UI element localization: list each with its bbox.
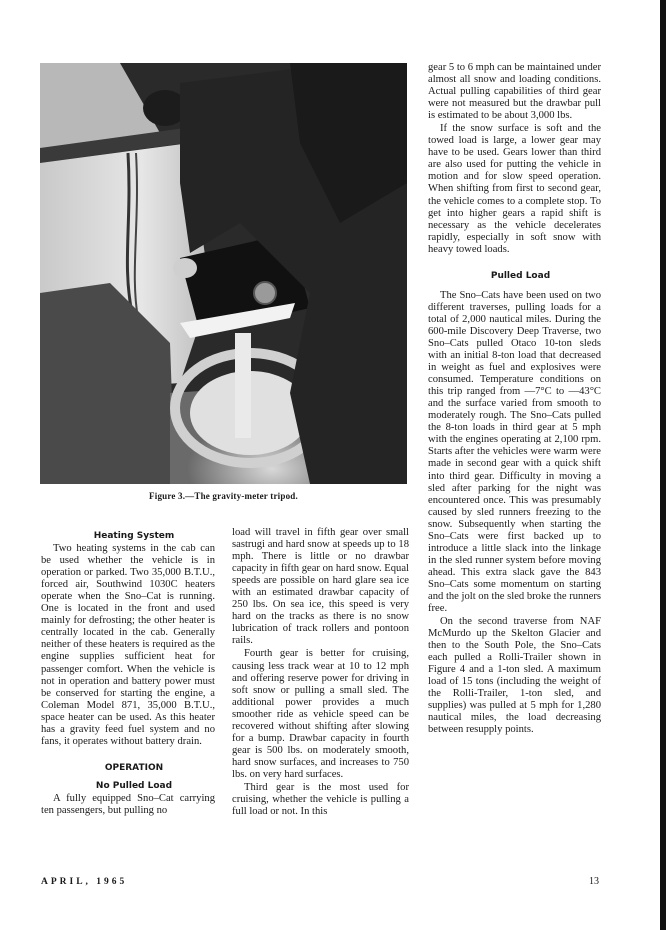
paragraph-no-pulled-load: A fully equipped Sno–Cat carrying ten passengers, but pulling no (41, 792, 215, 816)
paragraph-third-gear: Third gear is the most used for cruising, whether the vehicle is pulling a full load or not. In this (232, 781, 409, 818)
paragraph-fourth-gear: Fourth gear is better for cruising, causing less track wear at 10 to 12 mph and offering reserve power for driving in soft snow or pulling a small sled. The additional power provides a much smoother ride as vehicle speed can be recovered without shifting after slowing for a bump. Drawbar capacity in fourth gear is 500 lbs. on moderately smooth, hard snow surfaces, and increases to 750 lbs. on very hard surfaces. (232, 648, 409, 780)
page-number: 13 (589, 876, 599, 887)
paragraph-lower-gears: If the snow surface is soft and the towed load is large, a lower gear may have to be used. Gears lower than third are also used for putting the vehicle in motion and for slow speed operation. When shifting from first to second gear, the vehicle comes to a complete stop. To get into higher gears a rapid shift is necessary as the vehicle decelerates rapidly, especially in soft snow with heavy towed loads. (428, 123, 601, 255)
paragraph-fifth-gear: load will travel in fifth gear over small sastrugi and hard snow at speeds up to 18 mph. There is little or no drawbar capacity in fifth gear on hard snow. Equal speeds are possible on hard glare sea ice with an estimated drawbar capacity of 250 lbs. On sea ice, this speed is very hard on the tracks as there is no snow lubrication of track rollers and pontoon rails. (232, 527, 409, 647)
heading-heating-system: Heating System (93, 531, 175, 541)
gloved-hand (173, 258, 197, 278)
figure-caption: Figure 3.—The gravity-meter tripod. (149, 491, 298, 501)
heading-operation: OPERATION (104, 762, 164, 773)
page-edge-border (660, 0, 666, 930)
meter-dial (254, 282, 276, 304)
figure-3-photo (40, 63, 407, 484)
photo-illustration (40, 63, 407, 484)
paragraph-third-gear-cont: gear 5 to 6 mph can be maintained under almost all snow and loading conditions. Actual pulling capabilities of third gear were not measured but the drawbar pull is estimated to be about 3,000 lbs. (428, 62, 601, 122)
tripod-post (235, 333, 251, 438)
left-column (41, 527, 215, 817)
issue-date: APRIL, 1965 (41, 877, 128, 887)
heading-no-pulled-load: No Pulled Load (95, 780, 173, 791)
heading-pulled-load: Pulled Load (490, 270, 551, 281)
paragraph-heating: Two heating systems in the cab can be used whether the vehicle is in operation or parked. Two 35,000 B.T.U., forced air, Southwind 1030C heaters operate when the Sno–Cat is running. One is located in the front and used mainly for defrosting; the other heater is centrally located in the cab. Generally neither of these heaters is required as the engine supplies sufficient heat for passenger comfort. When the vehicle is not in operation and battery power must be conserved for starting the engine, a Coleman Model 871, 35,000 B.T.U., space heater can be used. As this heater has a gravity feed fuel system and no fans, it operates without battery drain. (41, 543, 215, 747)
middle-column (232, 527, 409, 818)
right-column (428, 62, 601, 737)
paragraph-second-traverse: On the second traverse from NAF McMurdo up the Skelton Glacier and then to the South Pole, the Sno–Cats each pulled a Rolli-Trailer shown in Figure 4 and a 1-ton sled. A maximum load of 15 tons (including the weight of the Rolli-Trailer, 1-ton sled, and supplies) was pulled at 5 mph for 1,280 nautical miles, the load decreasing between resupply points. (428, 616, 601, 736)
paragraph-traverses: The Sno–Cats have been used on two different traverses, pulling loads for a total of 2,000 nautical miles. During the 600-mile Discovery Deep Traverse, two Sno–Cats pulled Otaco 10-ton sleds with an initial 8-ton load that decreased in weight as fuel and explosives were consumed. Temperature conditions on this trip ranged from —7°C to —43°C and the surface varied from smooth to moderately rough. The Sno–Cats pulled the 8-ton loads in third gear at 5 mph with the engines operating at 2,100 rpm. Starts after the vehicles were warm were made in second gear with a quick shift into third gear. Difficulty in moving a sled after parking for the night was encountered once. This was presumably caused by sled runners freezing to the snow. Subsequently when starting the Sno–Cats were first backed up to introduce a little slack into the linkage in the sled runner system before moving ahead. This extra slack gave the 843 Sno–Cats some momentum on starting and the jolt on the sled broke the runners free. (428, 289, 601, 615)
